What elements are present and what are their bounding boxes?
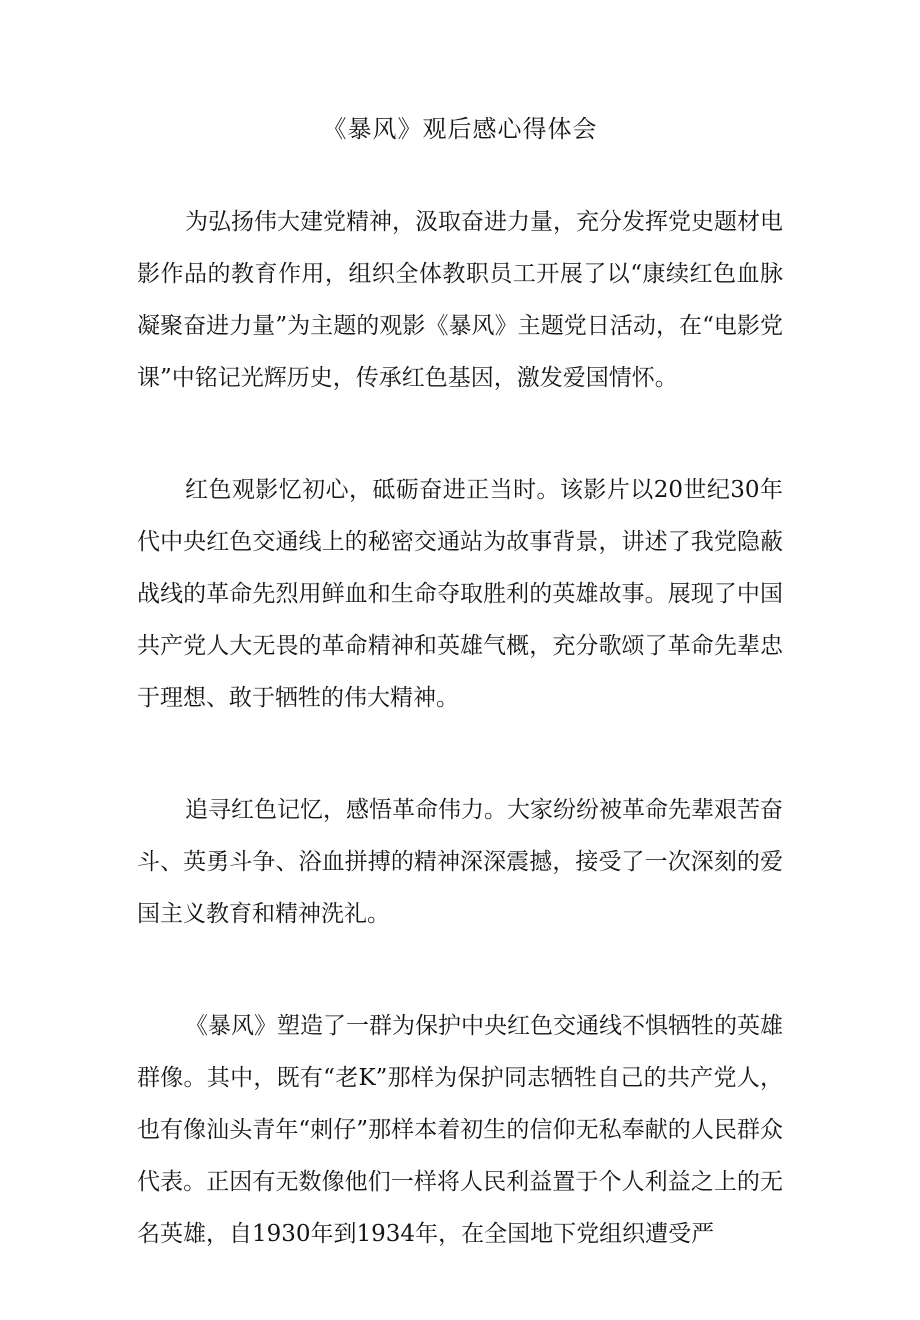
document-body: [137, 196, 783, 1320]
paragraph-1: 为弘扬伟大建党精神，汲取奋进力量，充分发挥党史题材电影作品的教育作用，组织全体教职员工开展了以“康续红色血脉凝聚奋进力量”为主题的观影《暴风》主题党日活动，在“电影党课”中铭记光辉历史，传承红色基因，激发爱国情怀。: [137, 209, 783, 391]
paragraph-4: 《暴风》塑造了一群为保护中央红色交通线不惧牺牲的英雄群像。其中，既有“老K”那样为保护同志牺牲自己的共产党人，也有像汕头青年“刺仔”那样本着初生的信仰无私奉献的人民群众代表。正因有无数像他们一样将人民利益置于个人利益之上的无名英雄，自1930年到1934年，在全国地下党组织遭受严: [137, 1013, 783, 1247]
paragraph-3: 追寻红色记忆，感悟革命伟力。大家纷纷被革命先辈艰苦奋斗、英勇斗争、浴血拼搏的精神深深震撼，接受了一次深刻的爱国主义教育和精神洗礼。: [137, 797, 783, 927]
document-title: 《暴风》观后感心得体会: [322, 115, 598, 143]
paragraph-2: 红色观影忆初心，砥砺奋进正当时。该影片以20世纪30年代中央红色交通线上的秘密交通站为故事背景，讲述了我党隐蔽战线的革命先烈用鲜血和生命夺取胜利的英雄故事。展现了中国共产党人大无畏的革命精神和英雄气概，充分歌颂了革命先辈忠于理想、敢于牺牲的伟大精神。: [137, 477, 783, 711]
